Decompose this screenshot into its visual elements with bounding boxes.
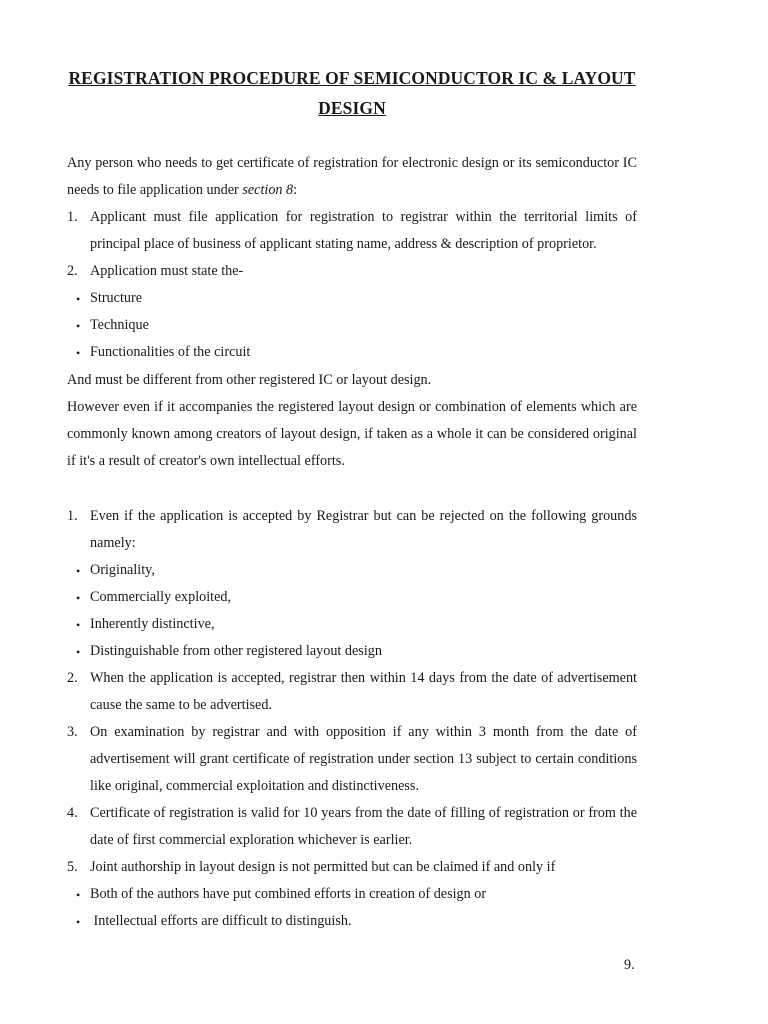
paragraph-line: And must be different from other registered IC or layout design.	[67, 372, 432, 388]
list-item-text: Even if the application is accepted by Registrar but can be rejected on the following grounds	[90, 508, 637, 524]
bullet-icon: •	[76, 292, 81, 306]
bullet-icon: •	[76, 888, 81, 902]
list-item-text: On examination by registrar and with opposition if any within 3 month from the date of	[90, 724, 637, 740]
list-item-text: like original, commercial exploitation and distinctiveness.	[90, 778, 419, 794]
list-item-text: cause the same to be advertised.	[90, 697, 272, 713]
intro-text: :	[293, 182, 298, 198]
bullet-item: Originality,	[90, 562, 155, 578]
list-item-text: Joint authorship in layout design is not permitted but can be claimed if and only if	[90, 859, 556, 875]
intro-text: needs to file application under	[67, 182, 243, 198]
list-number: 2.	[67, 670, 78, 686]
intro-line: Any person who needs to get certificate of registration for electronic design or its semiconductor IC	[67, 155, 637, 171]
bullet-icon: •	[76, 564, 81, 578]
section-reference: section 8	[242, 182, 294, 198]
list-item-text: Certificate of registration is valid for 10 years from the date of filling of registration or from the	[90, 805, 637, 821]
bullet-item: Both of the authors have put combined efforts in creation of design or	[90, 886, 487, 902]
page-title-continued: DESIGN	[318, 98, 386, 118]
intro-line	[67, 181, 297, 199]
list-item-text: When the application is accepted, registrar then within 14 days from the date of advertisement	[90, 670, 637, 686]
bullet-item: Structure	[90, 290, 143, 306]
list-number: 1.	[67, 209, 78, 225]
bullet-icon: •	[76, 915, 81, 929]
paragraph-line: if it's a result of creator's own intellectual efforts.	[67, 453, 345, 469]
bullet-item: Functionalities of the circuit	[90, 344, 251, 360]
list-item-text: advertisement will grant certificate of registration under section 13 subject to certain conditions	[90, 751, 637, 767]
list-number: 3.	[67, 724, 78, 740]
page-number: 9.	[624, 957, 635, 973]
list-item-text: principal place of business of applicant stating name, address & description of proprietor.	[90, 236, 597, 252]
paragraph-line: However even if it accompanies the registered layout design or combination of elements which are	[67, 399, 637, 415]
list-number: 2.	[67, 263, 78, 279]
list-number: 5.	[67, 859, 78, 875]
bullet-item: Distinguishable from other registered layout design	[90, 643, 382, 659]
bullet-icon: •	[76, 618, 81, 632]
list-number: 1.	[67, 508, 78, 524]
bullet-icon: •	[76, 591, 81, 605]
bullet-item: Technique	[90, 317, 149, 333]
bullet-icon: •	[76, 319, 81, 333]
page-title: REGISTRATION PROCEDURE OF SEMICONDUCTOR IC & LAYOUT	[68, 68, 636, 88]
bullet-item: Commercially exploited,	[90, 589, 232, 605]
bullet-item: Inherently distinctive,	[90, 616, 215, 632]
bullet-item: Intellectual efforts are difficult to distinguish.	[90, 913, 352, 929]
list-item-text: date of first commercial exploration whichever is earlier.	[90, 832, 413, 848]
bullet-icon: •	[76, 645, 81, 659]
paragraph-line: commonly known among creators of layout design, if taken as a whole it can be considered original	[67, 426, 637, 442]
list-item-text: Applicant must file application for registration to registrar within the territorial limits of	[90, 209, 637, 225]
list-number: 4.	[67, 805, 78, 821]
bullet-icon: •	[76, 346, 81, 360]
list-item-text: namely:	[90, 535, 136, 551]
list-item-text: Application must state the-	[90, 263, 244, 279]
